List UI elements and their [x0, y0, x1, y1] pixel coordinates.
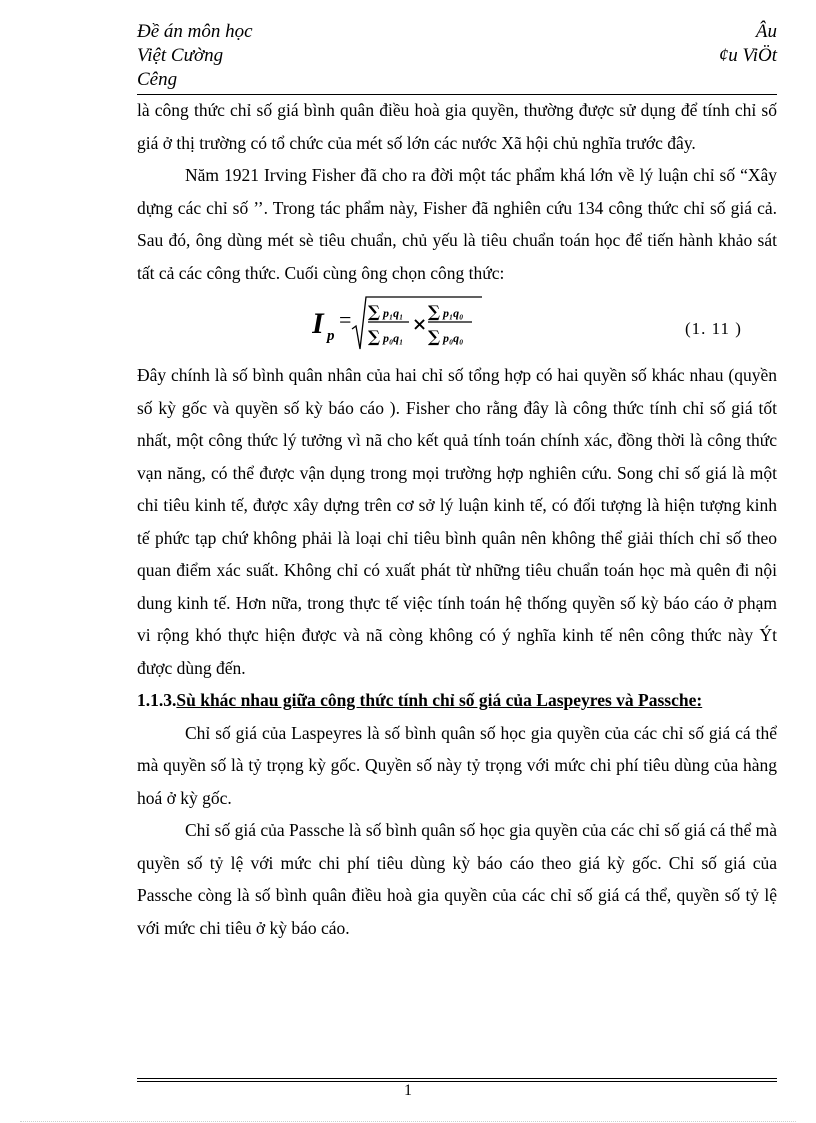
header-right-line-1: Âu: [755, 21, 777, 42]
formula-times: ×: [412, 314, 428, 335]
formula-numerator-2: p₁q₀: [443, 306, 464, 320]
section-number: 1.1.3.: [137, 690, 177, 710]
formula-equals: =: [339, 307, 352, 332]
section-heading: [137, 684, 777, 717]
sum-symbol-num1: ∑: [368, 302, 381, 321]
header-right-line-2: ¢u ViÖt: [718, 45, 777, 66]
paragraph-2: Năm 1921 Irving Fisher đã cho ra đời một tác phẩm khá lớn về lý luận chỉ số “Xây dựng các chỉ số ’’. Trong tác phẩm này, Fisher đã nghiên cứu 134 công thức chỉ số giá cả. Sau đó, ông dùng mét sè tiêu chuẩn, chủ yếu là tiêu chuẩn toán học để tiến hành khảo sát tất cả các công thức. Cuối cùng ông chọn công thức:: [137, 165, 777, 283]
formula-denominator-2: p₀q₀: [443, 331, 464, 345]
fisher-formula: [312, 293, 482, 353]
sum-symbol-den1: ∑: [368, 327, 381, 346]
section-title: Sù khác nhau giữa công thức tính chỉ số giá của Laspeyres và Passche:: [176, 690, 703, 710]
header-right: [719, 20, 777, 68]
document-body: [137, 94, 777, 944]
formula-block: [137, 289, 777, 359]
paragraph-4: Chỉ số giá của Laspeyres là số bình quân số học gia quyền của các chỉ số giá cá thể mà quyền số là tỷ trọng kỳ gốc. Quyền số này tỷ trọng với mức chi phí tiêu dùng của hàng hoá ở kỳ gốc.: [137, 722, 777, 808]
page-bottom-border: [20, 1121, 796, 1122]
sum-symbol-den2: ∑: [428, 327, 441, 346]
header-course-title: Đề án môn học: [137, 21, 253, 42]
header-left: [137, 20, 253, 92]
page-number: 1: [404, 1082, 412, 1099]
header-author-name-cont: Cêng: [137, 69, 178, 90]
header-author-name: Việt Cường: [137, 45, 224, 66]
sum-symbol-num2: ∑: [428, 302, 441, 321]
paragraph-1: là công thức chỉ số giá bình quân điều hoà gia quyền, thường được sử dụng để tính chỉ số giá ở thị trường có tổ chức của mét số lớn các nước Xã hội chủ nghĩa trước đây.: [137, 100, 777, 153]
formula-denominator-1: p₀q₁: [383, 331, 404, 345]
formula-lhs-symbol: I: [312, 307, 324, 340]
formula-number: (1. 11 ): [685, 319, 742, 338]
paragraph-3: Đây chính là số bình quân nhân của hai chỉ số tổng hợp có hai quyền số khác nhau (quyền số kỳ gốc và quyền số kỳ báo cáo ). Fisher cho rằng đây là công thức tính chỉ số giá tốt nhất, một công thức lý tưởng vì nã cho kết quả tính toán chính xác, đồng thời là công thức vạn năng, có thể được vận dụng trong mọi trường hợp nghiên cứu. Song chỉ số giá là một chỉ tiêu kinh tế, được xây dựng trên cơ sở lý luận kinh tế, có đối tượng là hiện tượng kinh tế phức tạp chứ không phải là loại chỉ tiêu bình quân nên không thể giải thích chỉ số theo quan điểm xác suất. Không chỉ có xuất phát từ những tiêu chuẩn toán học mà quên đi nội dung kinh tế. Hơn nữa, trong thực tế việc tính toán hệ thống quyền số kỳ báo cáo ở phạm vi rộng khó thực hiện được và nã còng không có ý nghĩa kinh tế nên công thức này Ýt được dùng đến.: [137, 365, 777, 678]
formula-numerator-1: p₁q₁: [383, 306, 404, 320]
paragraph-5: Chỉ số giá của Passche là số bình quân số học gia quyền của các chỉ số giá cá thể mà quyền số tỷ lệ với mức chi phí tiêu dùng kỳ báo cáo theo giá kỳ gốc. Chỉ số giá của Passche còng là số bình quân điều hoà gia quyền của các chỉ số giá cá thể, quyền số tỷ lệ với mức chi tiêu ở kỳ báo cáo.: [137, 820, 777, 938]
formula-lhs-subscript: p: [327, 328, 335, 344]
